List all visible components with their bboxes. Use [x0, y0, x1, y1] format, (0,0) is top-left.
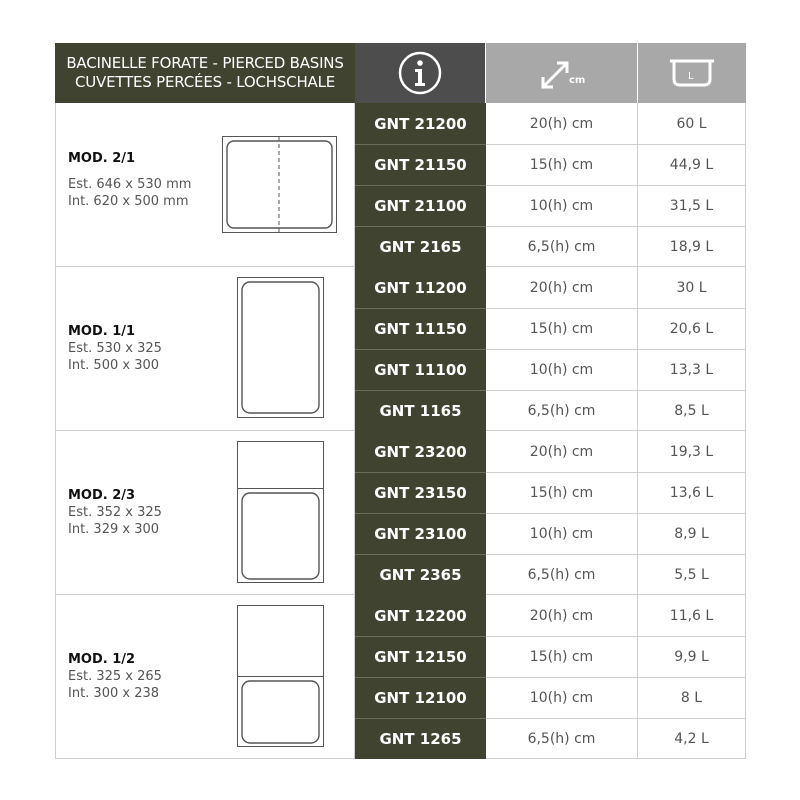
product-height: 6,5(h) cm — [486, 391, 638, 431]
product-height: 15(h) cm — [486, 309, 638, 349]
product-height: 10(h) cm — [486, 186, 638, 226]
product-height: 15(h) cm — [486, 145, 638, 185]
table-row — [355, 513, 746, 554]
capacity-header — [638, 43, 746, 103]
product-code: GNT 2165 — [355, 226, 486, 267]
product-code: GNT 23200 — [355, 431, 486, 472]
product-height: 15(h) cm — [486, 637, 638, 677]
info-icon — [397, 50, 443, 96]
table-header — [55, 43, 746, 103]
model-name: MOD. 1/1 — [68, 324, 136, 339]
table-row — [355, 103, 746, 144]
table-row — [355, 308, 746, 349]
table-row — [355, 595, 746, 636]
table-title — [55, 43, 355, 103]
product-height: 10(h) cm — [486, 678, 638, 718]
model-cell — [55, 267, 355, 430]
capacity-unit: L — [688, 71, 694, 82]
product-code: GNT 12100 — [355, 677, 486, 718]
product-code: GNT 11150 — [355, 308, 486, 349]
model-name: MOD. 2/3 — [68, 488, 136, 503]
product-capacity: 44,9 L — [638, 145, 746, 185]
table-row — [355, 472, 746, 513]
product-capacity: 13,3 L — [638, 350, 746, 390]
dimension-arrow-icon — [537, 53, 587, 93]
model-internal-size: Int. 300 x 238 — [68, 686, 160, 701]
product-height: 20(h) cm — [486, 103, 638, 144]
table-row — [355, 349, 746, 390]
product-code: GNT 21100 — [355, 185, 486, 226]
product-table — [55, 43, 746, 759]
product-capacity: 8,5 L — [638, 391, 746, 431]
product-code: GNT 11200 — [355, 267, 486, 308]
gastronorm-1-1-illustration — [237, 277, 325, 419]
table-row — [355, 677, 746, 718]
model-name: MOD. 2/1 — [68, 151, 136, 166]
model-cell — [55, 103, 355, 266]
product-code: GNT 2365 — [355, 554, 486, 595]
model-group — [55, 431, 746, 595]
product-height: 20(h) cm — [486, 595, 638, 636]
product-capacity: 18,9 L — [638, 227, 746, 267]
product-capacity: 11,6 L — [638, 595, 746, 636]
table-row — [355, 144, 746, 185]
model-internal-size: Int. 620 x 500 mm — [68, 194, 189, 209]
model-external-size: Est. 530 x 325 — [68, 341, 162, 356]
table-row — [355, 185, 746, 226]
title-line-1: BACINELLE FORATE - PIERCED BASINS — [66, 54, 344, 72]
product-code: GNT 23150 — [355, 472, 486, 513]
product-capacity: 30 L — [638, 267, 746, 308]
product-height: 20(h) cm — [486, 267, 638, 308]
product-capacity: 4,2 L — [638, 719, 746, 759]
basin-capacity-icon — [666, 55, 718, 91]
product-code: GNT 1165 — [355, 390, 486, 431]
model-external-size: Est. 325 x 265 — [68, 669, 162, 684]
model-internal-size: Int. 500 x 300 — [68, 358, 160, 373]
gastronorm-2-1-illustration — [222, 136, 338, 234]
product-capacity: 60 L — [638, 103, 746, 144]
product-code: GNT 21200 — [355, 103, 486, 144]
table-row — [355, 390, 746, 431]
model-cell — [55, 431, 355, 594]
product-height: 10(h) cm — [486, 514, 638, 554]
model-group — [55, 267, 746, 431]
model-group — [55, 103, 746, 267]
product-height: 15(h) cm — [486, 473, 638, 513]
model-internal-size: Int. 329 x 300 — [68, 522, 160, 537]
table-row — [355, 226, 746, 267]
product-capacity: 19,3 L — [638, 431, 746, 472]
gastronorm-2-3-illustration — [237, 441, 325, 584]
product-height: 20(h) cm — [486, 431, 638, 472]
gastronorm-1-2-illustration — [237, 605, 325, 748]
product-capacity: 13,6 L — [638, 473, 746, 513]
product-code: GNT 21150 — [355, 144, 486, 185]
product-capacity: 8,9 L — [638, 514, 746, 554]
product-code: GNT 1265 — [355, 718, 486, 759]
product-capacity: 8 L — [638, 678, 746, 718]
product-height: 6,5(h) cm — [486, 555, 638, 595]
info-header — [355, 43, 486, 103]
model-external-size: Est. 352 x 325 — [68, 505, 162, 520]
model-group — [55, 595, 746, 759]
product-capacity: 9,9 L — [638, 637, 746, 677]
height-header — [486, 43, 638, 103]
table-row — [355, 718, 746, 759]
product-capacity: 20,6 L — [638, 309, 746, 349]
product-capacity: 5,5 L — [638, 555, 746, 595]
title-line-2: CUVETTES PERCÉES - LOCHSCHALE — [74, 73, 336, 91]
product-code: GNT 11100 — [355, 349, 486, 390]
dimension-unit: cm — [568, 75, 585, 86]
product-height: 6,5(h) cm — [486, 719, 638, 759]
product-height: 6,5(h) cm — [486, 227, 638, 267]
model-external-size: Est. 646 x 530 mm — [68, 177, 192, 192]
product-code: GNT 12150 — [355, 636, 486, 677]
product-capacity: 31,5 L — [638, 186, 746, 226]
product-code: GNT 23100 — [355, 513, 486, 554]
model-cell — [55, 595, 355, 758]
product-height: 10(h) cm — [486, 350, 638, 390]
table-row — [355, 636, 746, 677]
model-name: MOD. 1/2 — [68, 652, 136, 667]
table-row — [355, 554, 746, 595]
table-row — [355, 267, 746, 308]
table-row — [355, 431, 746, 472]
product-code: GNT 12200 — [355, 595, 486, 636]
